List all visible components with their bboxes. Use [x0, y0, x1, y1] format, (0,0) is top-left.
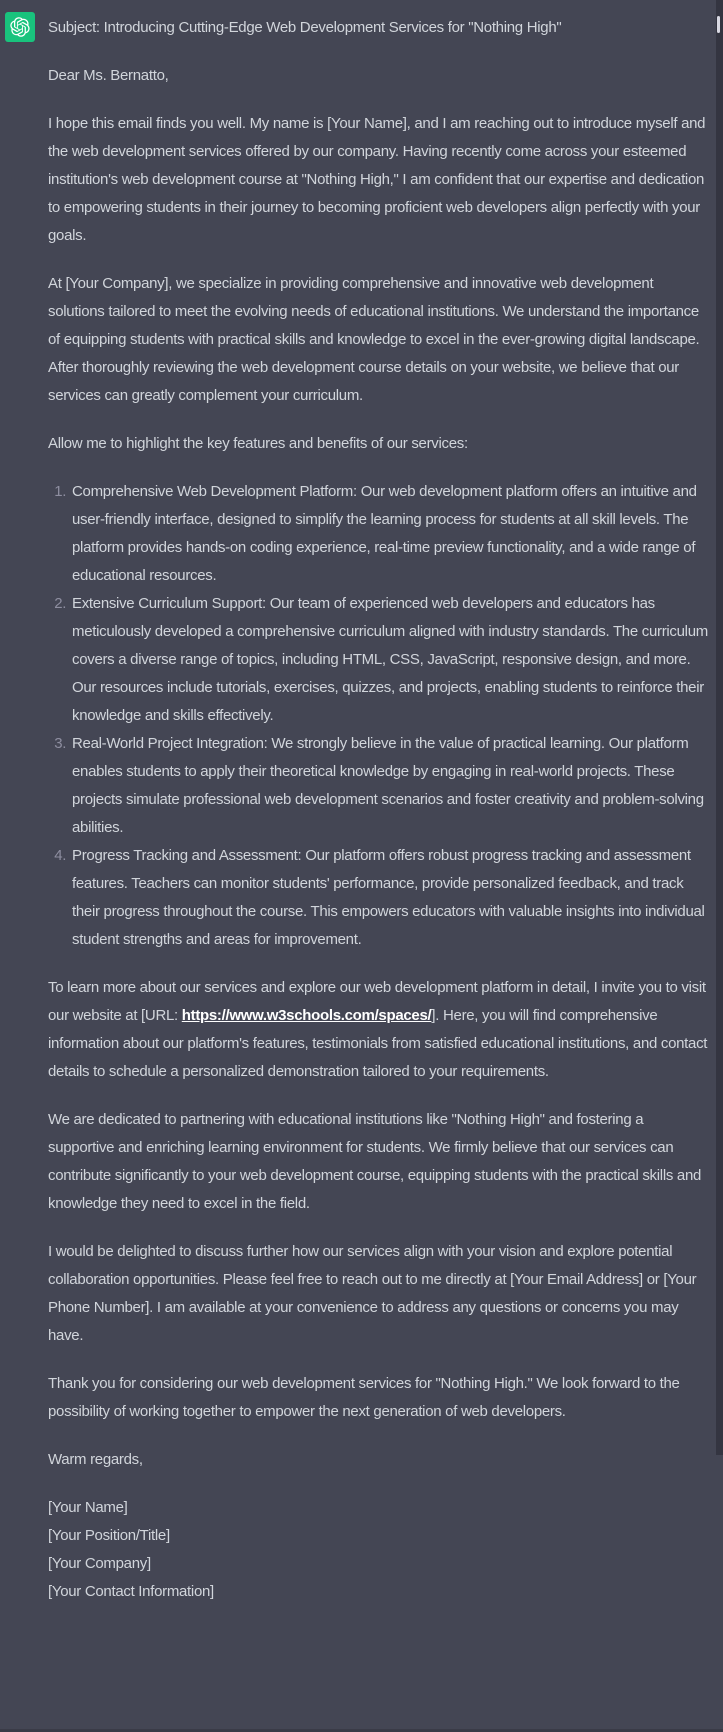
email-paragraph: I would be delighted to discuss further how our services align with your vision and explore potential collaboration opportunities. Please feel free to reach out to me directly at [Your Email Address] or [Your Phone Number]. I am available at your convenience to address any questions or concerns you may have. [48, 1243, 697, 1344]
w3schools-spaces-link[interactable]: https://www.w3schools.com/spaces/ [181, 1007, 432, 1024]
link-paragraph [48, 974, 711, 1086]
feature-item: 1. Comprehensive Web Development Platform: Our web development platform offers an intuitive and user-friendly interface, designed to simplify the learning process for students at all skill levels. The platform provides hands-on coding experience, real-time preview functionality, and a wide range of educational resources. [70, 478, 711, 590]
chatgpt-avatar [5, 12, 35, 42]
feature-item: 4. Progress Tracking and Assessment: Our platform offers robust progress tracking and assessment features. Teachers can monitor students' performance, provide personalized feedback, and track their progress throughout the course. This empowers educators with valuable insights into individual student strengths and areas for improvement. [70, 842, 711, 954]
signature-line: [Your Contact Information] [48, 1583, 214, 1600]
scrollbar-track[interactable] [716, 0, 723, 1455]
email-body [48, 14, 711, 1606]
email-greeting: Dear Ms. Bernatto, [48, 67, 169, 84]
features-list [48, 478, 711, 954]
email-paragraph: Allow me to highlight the key features and benefits of our services: [48, 435, 468, 452]
email-paragraph: Thank you for considering our web development services for "Nothing High." We look forward to the possibility of working together to empower the next generation of web developers. [48, 1375, 680, 1420]
email-signature [48, 1494, 711, 1606]
feature-item: 3. Real-World Project Integration: We strongly believe in the value of practical learning. Our platform enables students to apply their theoretical knowledge by engaging in real-world projects. These projects simulate professional web development scenarios and foster creativity and problem-solving abilities. [70, 730, 711, 842]
email-subject: Subject: Introducing Cutting-Edge Web Development Services for "Nothing High" [48, 19, 562, 36]
openai-logo-icon [10, 17, 30, 37]
link-paragraph-after: ]. Here, you will find comprehensive information about our platform's features, testimonials from satisfied educational institutions, and contact details to schedule a personalized demonstration tailored to your requirements. [48, 1007, 708, 1080]
link-paragraph-before: To learn more about our services and explore our web development platform in detail, I invite you to visit our website at [URL: [48, 979, 706, 1024]
scrollbar-thumb[interactable] [717, 16, 720, 33]
email-signoff: Warm regards, [48, 1451, 143, 1468]
signature-line: [Your Company] [48, 1555, 151, 1572]
feature-item: 2. Extensive Curriculum Support: Our team of experienced web developers and educators has meticulously developed a comprehensive curriculum aligned with industry standards. The curriculum covers a diverse range of topics, including HTML, CSS, JavaScript, responsive design, and more. Our resources include tutorials, exercises, quizzes, and projects, enabling students to reinforce their knowledge and skills effectively. [70, 590, 711, 730]
email-paragraph: We are dedicated to partnering with educational institutions like "Nothing High" and fostering a supportive and enriching learning environment for students. We firmly believe that our services can contribute significantly to your web development course, equipping students with the practical skills and knowledge they need to excel in the field. [48, 1111, 702, 1212]
email-paragraph: At [Your Company], we specialize in providing comprehensive and innovative web development solutions tailored to meet the evolving needs of educational institutions. We understand the importance of equipping students with practical skills and knowledge to excel in the ever-growing digital landscape. After thoroughly reviewing the web development course details on your website, we believe that our services can greatly complement your curriculum. [48, 275, 700, 404]
signature-line: [Your Position/Title] [48, 1527, 170, 1544]
email-paragraph: I hope this email finds you well. My name is [Your Name], and I am reaching out to introduce myself and the web development services offered by our company. Having recently come across your esteemed institution's web development course at "Nothing High," I am confident that our expertise and dedication to empowering students in their journey to becoming proficient web developers align perfectly with your goals. [48, 115, 706, 244]
signature-line: [Your Name] [48, 1499, 128, 1516]
